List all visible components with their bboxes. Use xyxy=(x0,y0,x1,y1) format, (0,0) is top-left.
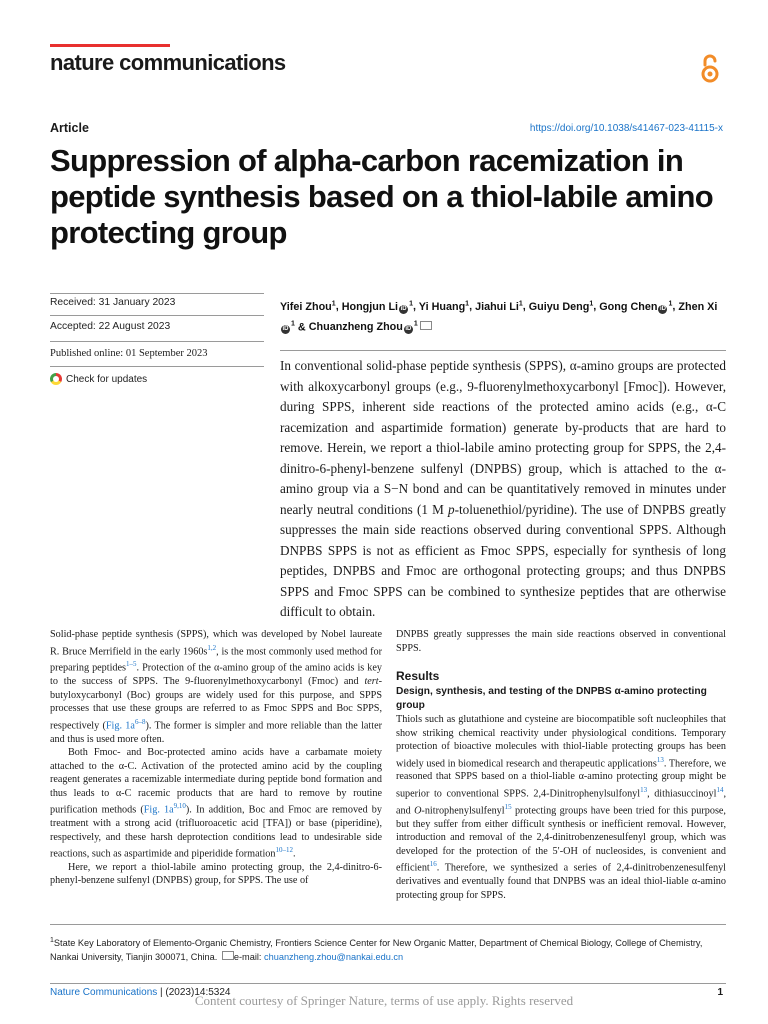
accepted-date: Accepted: 22 August 2023 xyxy=(50,321,171,332)
citation-link[interactable]: 15 xyxy=(504,802,512,811)
author-list: Yifei Zhou$^1$, Hongjun Li $iD^1$, Yi Huang$^1$, Jiahui Li$^1$, Guiyu Deng$^1$, Gong Chen $iD^1$, Zhen XiiD$^1$ & Chuanzheng Zhou $iD^1$ xyxy=(280,300,718,334)
citation-link[interactable]: 1,2 xyxy=(207,643,217,652)
orcid-icon[interactable]: iD xyxy=(659,305,666,312)
abstract-divider xyxy=(280,350,726,351)
footer-divider xyxy=(50,983,726,984)
orcid-icon[interactable]: iD xyxy=(400,305,407,312)
orcid-icon[interactable]: iD xyxy=(282,326,289,333)
open-access-icon[interactable] xyxy=(698,53,722,85)
author-name[interactable]: Chuanzheng Zhou $iD^1$ xyxy=(309,321,432,333)
check-updates-label: Check for updates xyxy=(66,373,148,385)
footer-journal-link[interactable]: Nature Communications xyxy=(50,987,158,998)
citation-link[interactable]: 1–5 xyxy=(126,660,137,669)
citation-link[interactable]: 6–8 xyxy=(134,717,146,726)
author-name[interactable]: Jiahui Li$^1$ xyxy=(475,300,523,313)
author-name[interactable]: Hongjun Li $iD^1$ xyxy=(341,300,413,313)
author-name[interactable]: Yi Huang$^1$ xyxy=(418,300,470,313)
footnote-divider xyxy=(50,924,726,925)
article-type: Article xyxy=(50,121,89,135)
journal-name[interactable]: nature communications xyxy=(50,50,286,75)
citation-link[interactable]: 13 xyxy=(640,785,648,794)
received-date: Received: 31 January 2023 xyxy=(50,297,176,308)
body-paragraph: Both Fmoc- and Boc-protected amino acids have a carbamate moiety attached to the α-C. Activation of the protected amino acid by the coupling reagent generates a racemizable intermediate during peptide bond formation and thus leads to α-C racemic products that are hard to remove by routine purification methods (Fig. 1a$^{9,10}$). In addition, Boc and Fmoc are removed by treatment with a strong acid (trifluoroacetic acid [TFA]) or base (piperidine), respectively, and these harsh deprotection conditions lead to undesirable side reactions, such as aspartimide and piperidide formation$^{10-12}$. xyxy=(50,747,382,860)
body-paragraph: Here, we report a thiol-labile amino protecting group, the 2,4-dinitro-6-phenyl-benzene sulfenyl (DNPBS) group, for SPPS. The use of xyxy=(50,861,382,887)
body-left-column xyxy=(50,628,382,888)
published-date: Published online: 01 September 2023 xyxy=(50,348,208,359)
citation-link[interactable]: 13 xyxy=(656,755,664,764)
check-for-updates-button[interactable] xyxy=(50,373,147,385)
affiliation-footnote: $^1$State Key Laboratory of Elemento-Organic Chemistry, Frontiers Science Center for New Organic Matter, Department of Chemical Biology, College of Chemistry, Nankai University, Tianjin 300071, China. e-mail: chuanzheng.zhou@nankai.edu.cn xyxy=(50,937,703,963)
meta-divider xyxy=(50,341,264,342)
body-paragraph: Solid-phase peptide synthesis (SPPS), which was developed by Nobel laureate R. Bruce Merrifield in the early 1960s$^{1,2}$, is the most commonly used method for preparing peptides$^{1-5}$. Protection of the α-amino group of the amino acids is key to the success of SPPS. The 9-fluorenylmethoxycarbonyl (Fmoc) and tert-butyloxycarbonyl (Boc) groups are widely used for this purpose, and SPPS processes that use these groups are referred to as Fmoc SPPS and Boc SPPS, respectively (Fig. 1a$^{6-8}$). The former is simpler and more reliable than the latter and thus is used more often. xyxy=(50,629,382,745)
citation-link[interactable]: 16 xyxy=(429,860,437,869)
citation-link[interactable]: 14 xyxy=(716,785,724,794)
journal-accent-rule xyxy=(50,44,170,47)
author-name[interactable]: Gong Chen $iD^1$ xyxy=(599,300,673,313)
figure-link[interactable]: Fig. 1a xyxy=(105,720,135,732)
courtesy-watermark: Content courtesy of Springer Nature, terms of use apply. Rights reserved xyxy=(194,993,574,1008)
footer-citation: | (2023)14:5324 xyxy=(157,987,231,998)
crossmark-icon xyxy=(50,373,62,385)
mail-icon[interactable] xyxy=(420,321,432,330)
citation-link[interactable]: 10–12 xyxy=(275,846,293,855)
abstract: In conventional solid-phase peptide synthesis (SPPS), α-amino groups are protected with alkoxycarbonyl groups (e.g., 9-fluorenylmethoxycarbonyl [Fmoc]). However, during SPPS, inherent side reactions of the protected amino acids (e.g., α-C racemization and aspartimide formation) generate by-products that are hard to remove. Herein, we report a thiol-labile amino protecting group for SPPS, the 2,4-dinitro-6-phenyl-benzene sulfenyl (DNPBS) group, which is attached to the α-amino group via a S−N bond and can be quantitatively removed in minutes under nearly neutral conditions (1 M p-toluenethiol/pyridine). The use of DNPBS greatly suppresses the main side reactions observed during conventional SPPS. Although DNPBS SPPS is not as efficient as Fmoc SPPS, especially for synthesis of long peptides, DNPBS and Fmoc are orthogonal protecting groups; and thus DNPBS SPPS and Fmoc SPPS can be combined to synthesize peptides that are otherwise difficult to obtain. xyxy=(280,358,726,619)
author-name[interactable]: Yifei Zhou$^1$ xyxy=(280,300,336,313)
meta-divider xyxy=(50,315,264,316)
author-name[interactable]: Guiyu Deng$^1$ xyxy=(528,300,594,313)
body-paragraph: Thiols such as glutathione and cysteine are biocompatible soft nucleophiles that show striking chemical reactivity under physiological conditions. Temporary protection of bioactive molecules with thiol-liable protecting groups has been widely used in biomedical research and therapeutic applications$^{13}$. Therefore, we reasoned that SPPS based on a thiol-liable α-amino protecting group might be superior to conventional SPPS. 2,4-Dinitrophenylsulfonyl$^{13}$, dithiasuccinoyl$^{14}$, and O-nitrophenylsulfenyl$^{15}$ protecting groups have been tried for this purpose, but they suffer from either difficult synthesis or inefficient removal. However, introduction and removal of the 2,4-dinitrobenzenesulfenyl group, which was developed for the protection of the 5′-OH of nucleosides, is convenient and efficient$^{16}$. Therefore, we synthesized a series of 2,4-dinitrobenzenesulfenyl derivatives and eventually found that DNPBS was an ideal thiol-liable α-amino protecting group for SPPS. xyxy=(396,714,727,901)
author-name[interactable]: Zhen XiiD$^1$ xyxy=(282,300,718,333)
article-title: Suppression of alpha-carbon racemization in peptide synthesis based on a thiol-labile amino protecting group xyxy=(50,143,714,250)
orcid-icon[interactable]: iD xyxy=(405,326,412,333)
section-heading: Results xyxy=(396,669,440,683)
meta-divider xyxy=(50,366,264,367)
citation-link[interactable]: 9,10 xyxy=(173,802,186,811)
email-link[interactable]: chuanzheng.zhou@nankai.edu.cn xyxy=(264,952,404,963)
figure-link[interactable]: Fig. 1a xyxy=(143,804,174,816)
subsection-heading: Design, synthesis, and testing of the DNPBS α-amino protecting group xyxy=(396,686,707,711)
doi-link[interactable]: https://doi.org/10.1038/s41467-023-41115-x xyxy=(529,123,723,134)
page-number: 1 xyxy=(717,987,723,998)
body-paragraph: DNPBS greatly suppresses the main side reactions observed in conventional SPPS. xyxy=(396,629,726,654)
mail-icon xyxy=(222,951,234,960)
meta-divider xyxy=(50,293,264,294)
